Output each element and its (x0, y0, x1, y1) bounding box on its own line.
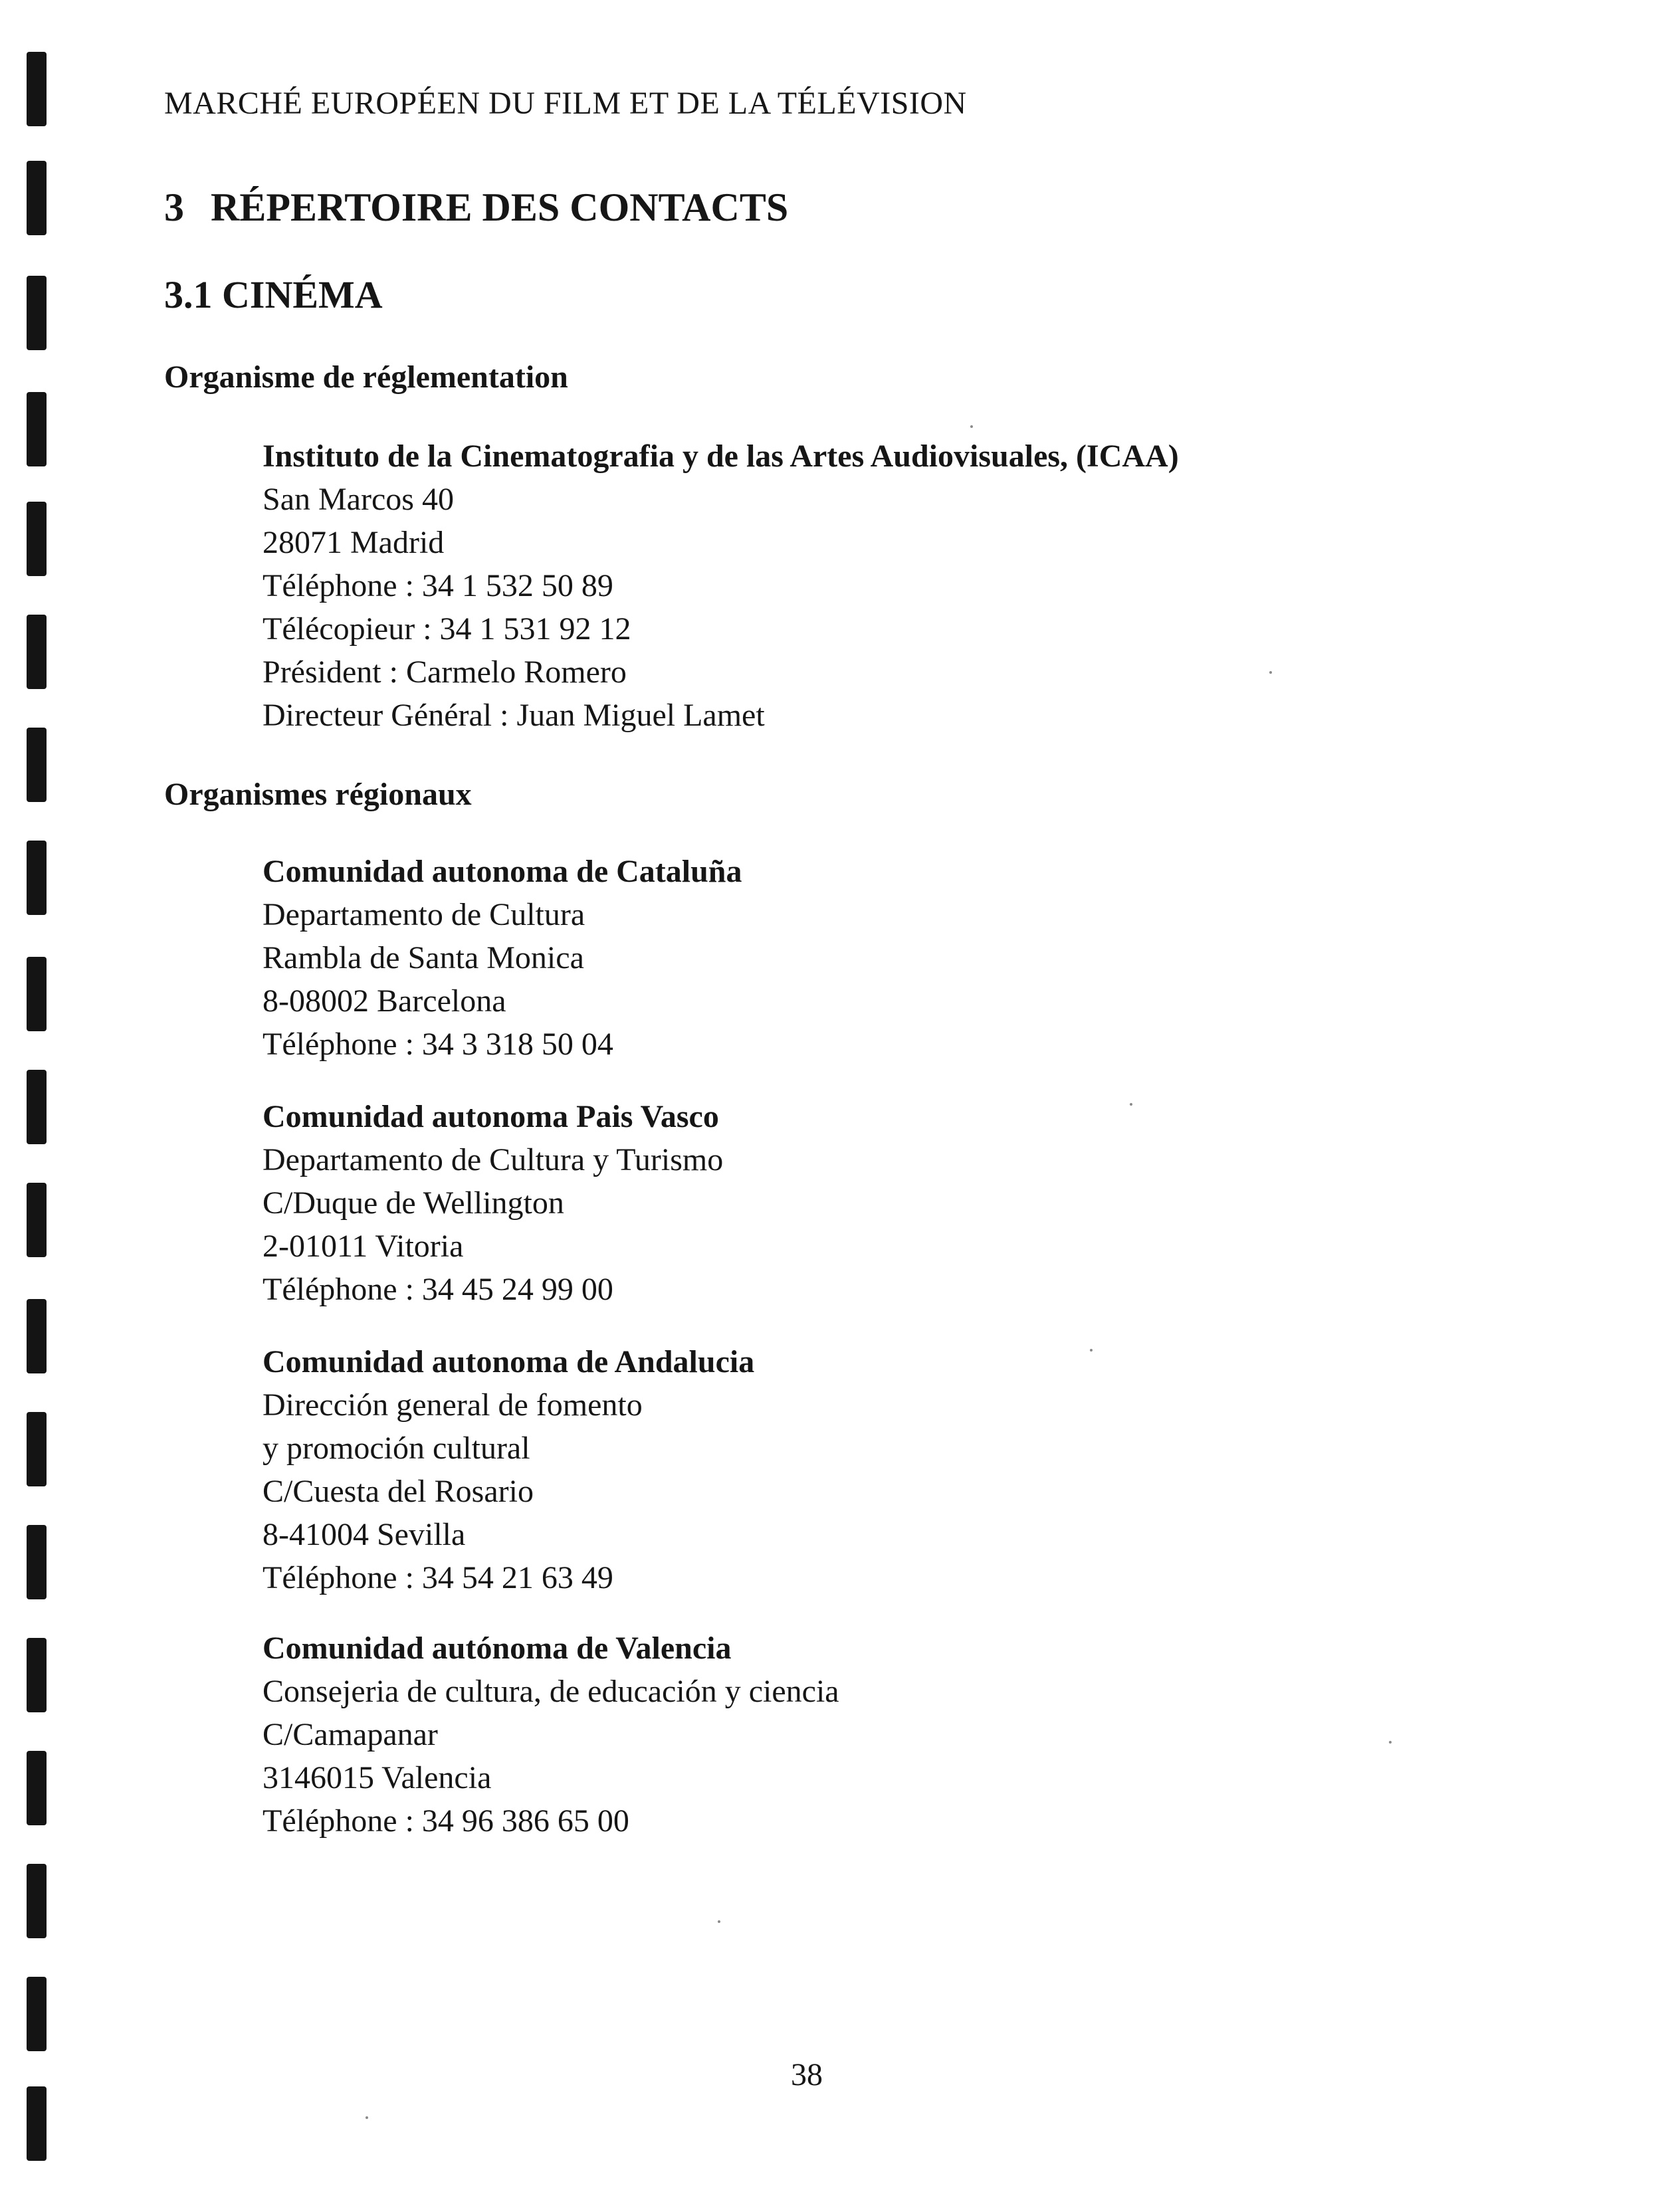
scan-speck (718, 1920, 720, 1923)
contact-line: Téléphone : 34 45 24 99 00 (262, 1272, 613, 1307)
binding-hole (27, 2086, 47, 2161)
section-title-text: RÉPERTOIRE DES CONTACTS (211, 185, 789, 229)
contact-name: Comunidad autonoma de Cataluña (262, 854, 742, 889)
contact-line: Consejeria de cultura, de educación y ciencia (262, 1674, 839, 1709)
scan-speck (1090, 1349, 1093, 1352)
contact-line: y promoción cultural (262, 1431, 530, 1466)
page-number: 38 (791, 2057, 823, 2092)
binding-hole (27, 1183, 47, 1257)
binding-hole (27, 52, 47, 126)
contact-line: Directeur Général : Juan Miguel Lamet (262, 698, 765, 733)
contact-line: Departamento de Cultura y Turismo (262, 1142, 724, 1177)
binding-hole (27, 615, 47, 689)
binding-hole (27, 1412, 47, 1486)
scan-speck (1130, 1103, 1132, 1106)
contact-line: Téléphone : 34 96 386 65 00 (262, 1803, 629, 1839)
scan-speck (366, 2116, 368, 2119)
binding-hole (27, 841, 47, 915)
binding-hole (27, 957, 47, 1031)
binding-hole (27, 1751, 47, 1825)
contact-line: Président : Carmelo Romero (262, 654, 627, 690)
section-title (164, 185, 788, 231)
contact-line: 2-01011 Vitoria (262, 1229, 464, 1264)
binding-hole (27, 1977, 47, 2051)
binding-hole (27, 161, 47, 235)
subsection-title: 3.1 CINÉMA (164, 273, 383, 316)
contact-line: Télécopieur : 34 1 531 92 12 (262, 611, 631, 647)
scan-speck (970, 425, 973, 428)
binding-hole (27, 1070, 47, 1144)
binding-hole (27, 1299, 47, 1373)
contact-line: Departamento de Cultura (262, 897, 585, 932)
contact-line: C/Duque de Wellington (262, 1185, 564, 1221)
contact-line: C/Cuesta del Rosario (262, 1474, 534, 1509)
binding-hole (27, 276, 47, 350)
contact-line: 3146015 Valencia (262, 1760, 492, 1795)
contact-name: Comunidad autónoma de Valencia (262, 1631, 732, 1666)
contact-line: C/Camapanar (262, 1717, 438, 1752)
contact-line: 8-08002 Barcelona (262, 983, 506, 1019)
group-heading-regulatory: Organisme de réglementation (164, 359, 568, 395)
binding-hole (27, 502, 47, 576)
group-heading-regional: Organismes régionaux (164, 777, 472, 812)
contact-line: 28071 Madrid (262, 525, 445, 560)
contact-name: Instituto de la Cinematografia y de las Artes Audiovisuales, (ICAA) (262, 439, 1179, 474)
contact-line: 8-41004 Sevilla (262, 1517, 466, 1552)
binding-hole (27, 1864, 47, 1938)
contact-line: Rambla de Santa Monica (262, 940, 584, 975)
binding-hole (27, 1525, 47, 1599)
binding-hole (27, 728, 47, 802)
contact-line: San Marcos 40 (262, 482, 454, 517)
contact-line: Téléphone : 34 3 318 50 04 (262, 1027, 613, 1062)
contact-entry-valencia (262, 1627, 839, 1843)
binding-hole (27, 1638, 47, 1712)
section-number: 3 (164, 185, 184, 229)
contact-entry-andalucia (262, 1340, 754, 1599)
binding-hole (27, 392, 47, 466)
contact-entry-icaa (262, 435, 1179, 737)
contact-name: Comunidad autonoma de Andalucia (262, 1344, 755, 1379)
contact-line: Dirección general de fomento (262, 1387, 643, 1423)
contact-entry-cataluna (262, 850, 742, 1066)
scan-speck (1269, 671, 1272, 674)
contact-name: Comunidad autonoma Pais Vasco (262, 1099, 719, 1134)
running-header: MARCHÉ EUROPÉEN DU FILM ET DE LA TÉLÉVISION (164, 86, 967, 121)
scan-speck (1389, 1741, 1392, 1744)
contact-line: Téléphone : 34 1 532 50 89 (262, 568, 613, 603)
contact-entry-pais-vasco (262, 1095, 723, 1311)
contact-line: Téléphone : 34 54 21 63 49 (262, 1560, 613, 1595)
